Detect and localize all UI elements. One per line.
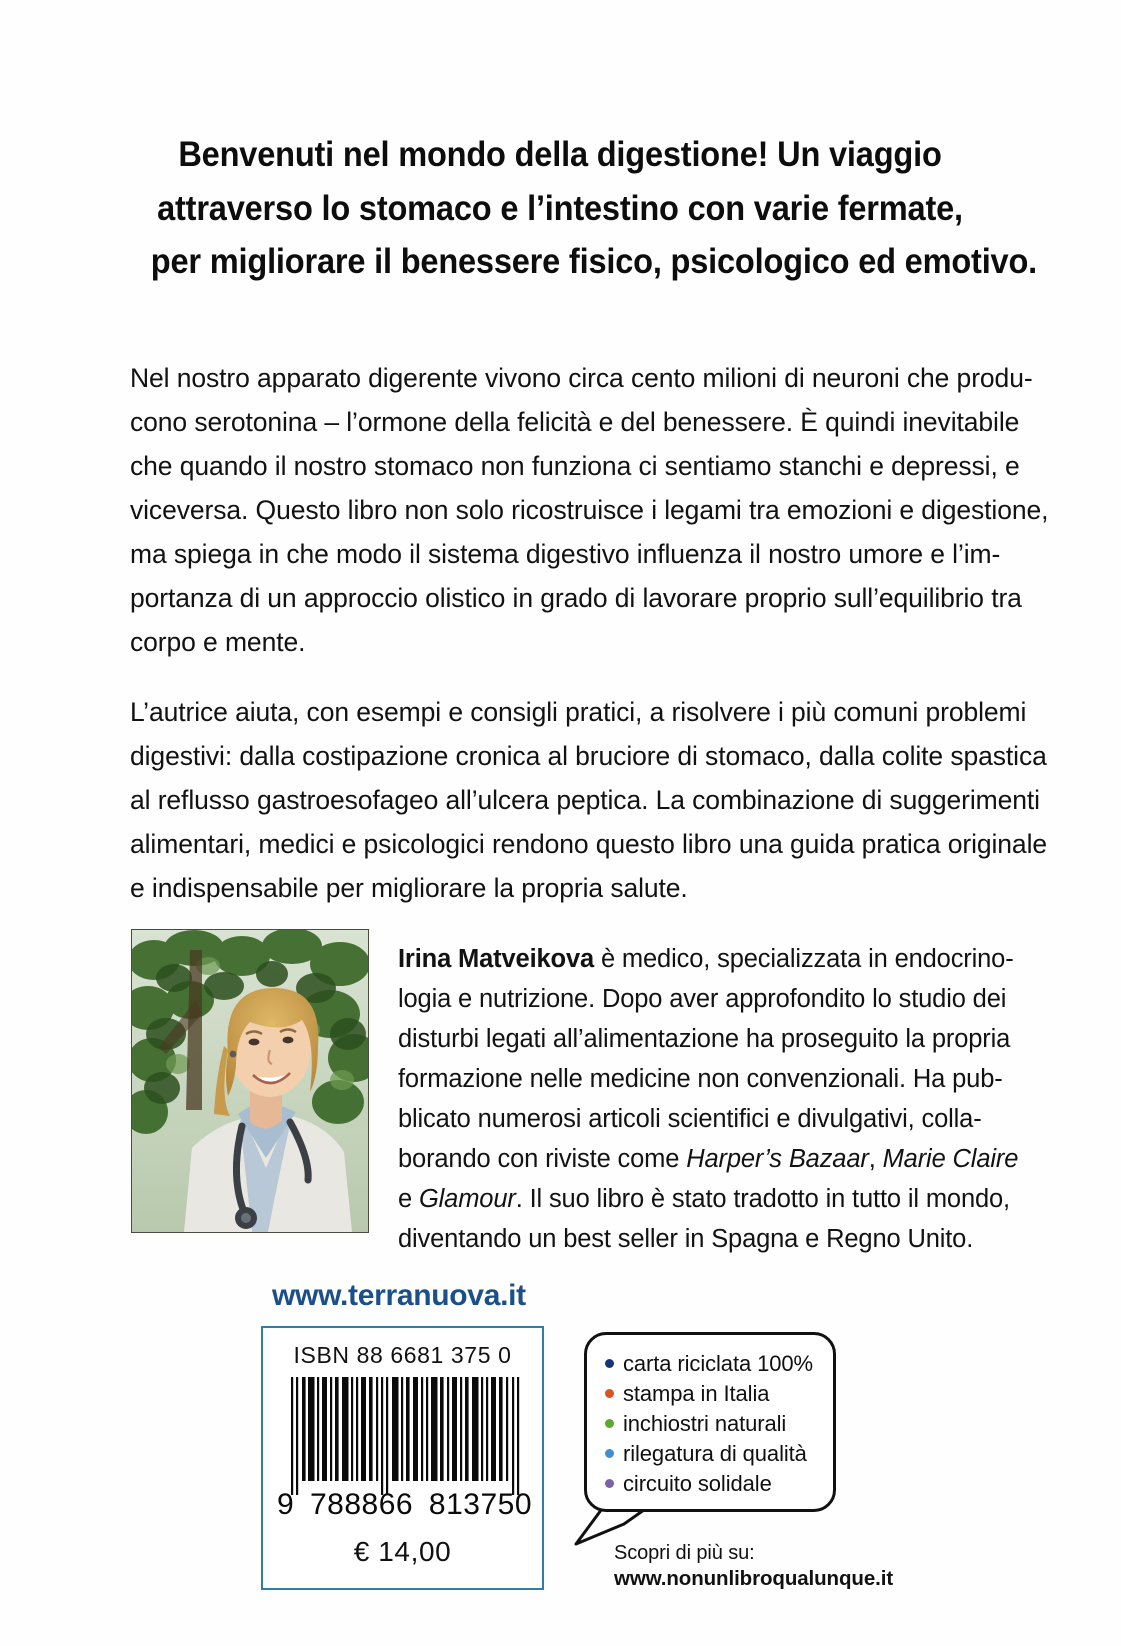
bio-line-8: diventando un best seller in Spagna e Regno Unito. — [398, 1225, 974, 1253]
headline-blurb — [150, 128, 1038, 289]
bio-line-6-comma: , — [868, 1145, 876, 1173]
paragraph1-line-4: viceversa. Questo libro non solo ricostruisce i legami tra emozioni e digestione, — [130, 495, 1049, 525]
magazine-marie-claire: Marie Claire — [882, 1145, 1019, 1173]
publisher-website-link[interactable]: www.terranuova.it — [272, 1279, 526, 1312]
eco-item-label: circuito solidale — [623, 1471, 772, 1496]
eco-item-label: stampa in Italia — [623, 1381, 770, 1406]
description-paragraph-1 — [130, 356, 1049, 664]
bio-line-1 — [398, 939, 1014, 979]
bio-line-7-text: e — [398, 1185, 419, 1213]
headline-line-2: attraverso lo stomaco e l’intestino con varie fermate, — [157, 188, 963, 228]
bullet-dot-icon — [605, 1479, 614, 1488]
paragraph1-line-6: portanza di un approccio olistico in grado di lavorare proprio sull’equilibrio tra — [130, 583, 1022, 613]
bio-line-1-text: è medico, specializzata in endocrino- — [600, 945, 1014, 973]
barcode-image — [289, 1377, 521, 1495]
paragraph1-line-7: corpo e mente. — [130, 627, 306, 657]
barcode-digit-group-3: 813750 — [428, 1488, 532, 1521]
eco-item-label: carta riciclata 100% — [623, 1351, 813, 1376]
eco-item — [605, 1379, 823, 1409]
paragraph1-line-2: cono serotonina – l’ormone della felicità e del benessere. È quindi inevitabile — [130, 407, 1020, 437]
bio-line-6 — [398, 1139, 1019, 1179]
eco-item-label: inchiostri naturali — [623, 1411, 787, 1436]
paragraph2-line-4: alimentari, medici e psicologici rendono questo libro una guida pratica originale — [130, 829, 1047, 859]
headline-line-1: Benvenuti nel mondo della digestione! Un viaggio — [178, 135, 942, 174]
bullet-dot-icon — [605, 1389, 614, 1398]
bio-line-2: logia e nutrizione. Dopo aver approfondito lo studio dei — [398, 985, 1007, 1013]
description-paragraph-2 — [130, 690, 1047, 910]
paragraph2-line-5: e indispensabile per migliorare la propria salute. — [130, 873, 688, 903]
headline-line-3: per migliorare il benessere fisico, psicologico ed emotivo. — [150, 242, 1038, 282]
eco-credentials — [566, 1332, 894, 1592]
eco-item — [605, 1469, 823, 1499]
magazine-glamour: Glamour — [418, 1185, 516, 1213]
bio-line-5: blicato numerosi articoli scientifici e divulgativi, colla- — [398, 1105, 982, 1133]
bio-line-7 — [398, 1179, 1010, 1219]
paragraph1-line-1: Nel nostro apparato digerente vivono circa cento milioni di neuroni che produ- — [130, 363, 1033, 393]
paragraph2-line-1: L’autrice aiuta, con esempi e consigli pratici, a risolvere i più comuni problemi — [130, 697, 1027, 727]
isbn-barcode-box — [261, 1326, 544, 1590]
eco-item — [605, 1439, 823, 1469]
eco-item — [605, 1409, 823, 1439]
price-label: € 14,00 — [353, 1536, 452, 1567]
paragraph1-line-3: che quando il nostro stomaco non funziona ci sentiamo stanchi e depressi, e — [130, 451, 1020, 481]
eco-item — [605, 1349, 823, 1379]
eco-item-label: rilegatura di qualità — [623, 1441, 807, 1466]
barcode-digits — [277, 1488, 532, 1522]
eco-footer-website-link[interactable]: www.nonunlibroqualunque.it — [614, 1567, 894, 1590]
barcode-digit-group-2: 788866 — [309, 1488, 414, 1521]
paragraph2-line-2: digestivi: dalla costipazione cronica al bruciore di stomaco, dalla colite spastica — [130, 741, 1047, 771]
bullet-dot-icon — [605, 1449, 614, 1458]
author-photo — [131, 929, 369, 1233]
paragraph1-line-5: ma spiega in che modo il sistema digestivo influenza il nostro umore e l’im- — [130, 539, 1001, 569]
bullet-dot-icon — [605, 1419, 614, 1428]
author-name: Irina Matveikova — [398, 945, 595, 973]
bio-line-7-tail: . Il suo libro è stato tradotto in tutto il mondo, — [515, 1185, 1010, 1213]
author-biography — [398, 939, 1019, 1259]
barcode-digit-group-1: 9 — [277, 1488, 295, 1521]
bio-line-4: formazione nelle medicine non convenzionali. Ha pub- — [398, 1065, 1003, 1093]
eco-footer-intro: Scopri di più su: — [614, 1542, 755, 1564]
magazine-harpers-bazaar: Harper’s Bazaar — [686, 1145, 869, 1173]
bio-line-6-text: borando con riviste come — [398, 1145, 687, 1173]
isbn-label: ISBN 88 6681 375 0 — [293, 1342, 512, 1368]
bio-line-3: disturbi legati all’alimentazione ha proseguito la propria — [398, 1025, 1011, 1053]
paragraph2-line-3: al reflusso gastroesofageo all’ulcera peptica. La combinazione di suggerimenti — [130, 785, 1040, 815]
eco-bubble — [584, 1332, 836, 1512]
bullet-dot-icon — [605, 1359, 614, 1368]
back-cover-description — [130, 356, 1049, 936]
